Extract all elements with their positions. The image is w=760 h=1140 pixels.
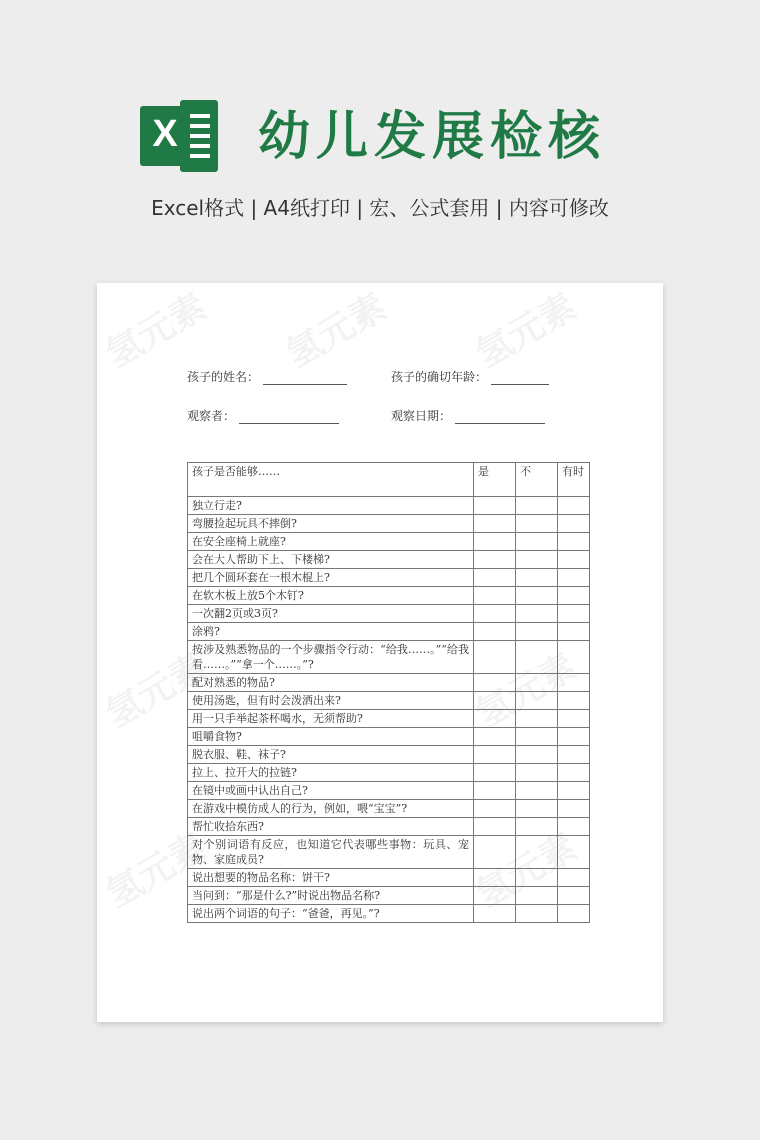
table-row [188,782,590,800]
yes-cell[interactable] [474,869,516,887]
yes-cell[interactable] [474,692,516,710]
table-row [188,818,590,836]
yes-cell[interactable] [474,764,516,782]
no-cell[interactable] [516,782,558,800]
yes-cell[interactable] [474,905,516,923]
sometimes-cell[interactable] [558,551,590,569]
question-cell: 在软木板上放5个木钉? [188,587,474,605]
question-cell: 咀嚼食物? [188,728,474,746]
table-row [188,605,590,623]
child-name-field [187,369,347,385]
table-row [188,692,590,710]
child-age-label: 孩子的确切年龄： [391,370,488,384]
sometimes-cell[interactable] [558,800,590,818]
yes-cell[interactable] [474,782,516,800]
sometimes-cell[interactable] [558,641,590,674]
table-row [188,497,590,515]
question-cell: 在安全座椅上就座? [188,533,474,551]
sometimes-cell[interactable] [558,587,590,605]
question-cell: 按涉及熟悉物品的一个步骤指令行动：“给我……。”“给我看……。”“拿一个……。”? [188,641,474,674]
no-cell[interactable] [516,836,558,869]
table-row [188,887,590,905]
watermark: 氢元素 [99,286,214,376]
yes-cell[interactable] [474,605,516,623]
header-sometimes: 有时 [558,463,590,497]
no-cell[interactable] [516,710,558,728]
no-cell[interactable] [516,692,558,710]
question-cell: 用一只手举起茶杯喝水，无须帮助? [188,710,474,728]
no-cell[interactable] [516,569,558,587]
sometimes-cell[interactable] [558,623,590,641]
yes-cell[interactable] [474,728,516,746]
sometimes-cell[interactable] [558,818,590,836]
sometimes-cell[interactable] [558,674,590,692]
sometimes-cell[interactable] [558,836,590,869]
page-subtitle: Excel格式 | A4纸打印 | 宏、公式套用 | 内容可修改 [151,196,609,220]
question-cell: 说出想要的物品名称：饼干? [188,869,474,887]
question-cell: 拉上、拉开大的拉链? [188,764,474,782]
question-cell: 说出两个词语的句子：“爸爸，再见。”? [188,905,474,923]
no-cell[interactable] [516,605,558,623]
table-row [188,533,590,551]
no-cell[interactable] [516,587,558,605]
table-row [188,710,590,728]
no-cell[interactable] [516,905,558,923]
yes-cell[interactable] [474,674,516,692]
watermark: 氢元素 [99,646,214,736]
no-cell[interactable] [516,764,558,782]
sometimes-cell[interactable] [558,497,590,515]
table-row [188,800,590,818]
observer-field [187,408,339,424]
table-row [188,728,590,746]
table-row [188,587,590,605]
question-cell: 会在大人帮助下上、下楼梯? [188,551,474,569]
child-age-blank [491,372,549,385]
question-cell: 弯腰捡起玩具不摔倒? [188,515,474,533]
yes-cell[interactable] [474,746,516,764]
yes-cell[interactable] [474,515,516,533]
yes-cell[interactable] [474,887,516,905]
table-row [188,674,590,692]
page-title: 幼儿发展检核 [258,107,607,167]
no-cell[interactable] [516,818,558,836]
question-cell: 帮忙收拾东西? [188,818,474,836]
yes-cell[interactable] [474,818,516,836]
no-cell[interactable] [516,674,558,692]
sometimes-cell[interactable] [558,746,590,764]
sometimes-cell[interactable] [558,764,590,782]
observe-date-field [391,408,545,424]
watermark: 氢元素 [469,646,584,736]
table-header-row [188,463,590,497]
no-cell[interactable] [516,641,558,674]
yes-cell[interactable] [474,587,516,605]
question-cell: 配对熟悉的物品? [188,674,474,692]
sometimes-cell[interactable] [558,515,590,533]
no-cell[interactable] [516,515,558,533]
yes-cell[interactable] [474,641,516,674]
no-cell[interactable] [516,728,558,746]
sometimes-cell[interactable] [558,869,590,887]
no-cell[interactable] [516,533,558,551]
yes-cell[interactable] [474,497,516,515]
sometimes-cell[interactable] [558,605,590,623]
no-cell[interactable] [516,869,558,887]
table-row [188,764,590,782]
no-cell[interactable] [516,551,558,569]
observe-date-label: 观察日期： [391,409,452,423]
table-row [188,746,590,764]
yes-cell[interactable] [474,569,516,587]
table-row [188,836,590,869]
question-cell: 把几个圆环套在一根木棍上? [188,569,474,587]
question-cell: 对个别词语有反应，也知道它代表哪些事物：玩具、宠物、家庭成员? [188,836,474,869]
question-cell: 涂鸦? [188,623,474,641]
no-cell[interactable] [516,497,558,515]
watermark: 氢元素 [99,826,214,916]
sometimes-cell[interactable] [558,569,590,587]
logo-letter: X [152,113,178,155]
question-cell: 脱衣服、鞋、袜子? [188,746,474,764]
watermark: 氢元素 [469,286,584,376]
watermark: 氢元素 [469,826,584,916]
sometimes-cell[interactable] [558,782,590,800]
no-cell[interactable] [516,623,558,641]
question-cell: 使用汤匙，但有时会泼洒出来? [188,692,474,710]
header-yes: 是 [474,463,516,497]
sometimes-cell[interactable] [558,728,590,746]
sometimes-cell[interactable] [558,533,590,551]
table-row [188,905,590,923]
observer-blank [239,411,339,424]
question-cell: 独立行走? [188,497,474,515]
table-row [188,515,590,533]
no-cell[interactable] [516,887,558,905]
question-cell: 当问到：“那是什么?”时说出物品名称? [188,887,474,905]
table-row [188,869,590,887]
table-row [188,641,590,674]
watermark: 氢元素 [279,286,394,376]
question-cell: 在游戏中模仿成人的行为，例如，喂“宝宝”? [188,800,474,818]
observer-label: 观察者： [187,409,236,423]
yes-cell[interactable] [474,623,516,641]
header-no: 不 [516,463,558,497]
table-row [188,551,590,569]
promo-header [0,0,760,280]
yes-cell[interactable] [474,836,516,869]
child-name-label: 孩子的姓名： [187,370,260,384]
excel-logo-icon [140,100,220,172]
sometimes-cell[interactable] [558,887,590,905]
no-cell[interactable] [516,800,558,818]
question-cell: 在镜中或画中认出自己? [188,782,474,800]
yes-cell[interactable] [474,800,516,818]
table-row [188,623,590,641]
no-cell[interactable] [516,746,558,764]
child-age-field [391,369,549,385]
table-row [188,569,590,587]
yes-cell[interactable] [474,551,516,569]
child-name-blank [263,372,347,385]
sometimes-cell[interactable] [558,692,590,710]
checklist-table [187,462,590,923]
sometimes-cell[interactable] [558,905,590,923]
yes-cell[interactable] [474,710,516,728]
header-question: 孩子是否能够…… [188,463,474,497]
observe-date-blank [455,411,545,424]
yes-cell[interactable] [474,533,516,551]
document-preview [97,283,663,1022]
question-cell: 一次翻2页或3页? [188,605,474,623]
sometimes-cell[interactable] [558,710,590,728]
